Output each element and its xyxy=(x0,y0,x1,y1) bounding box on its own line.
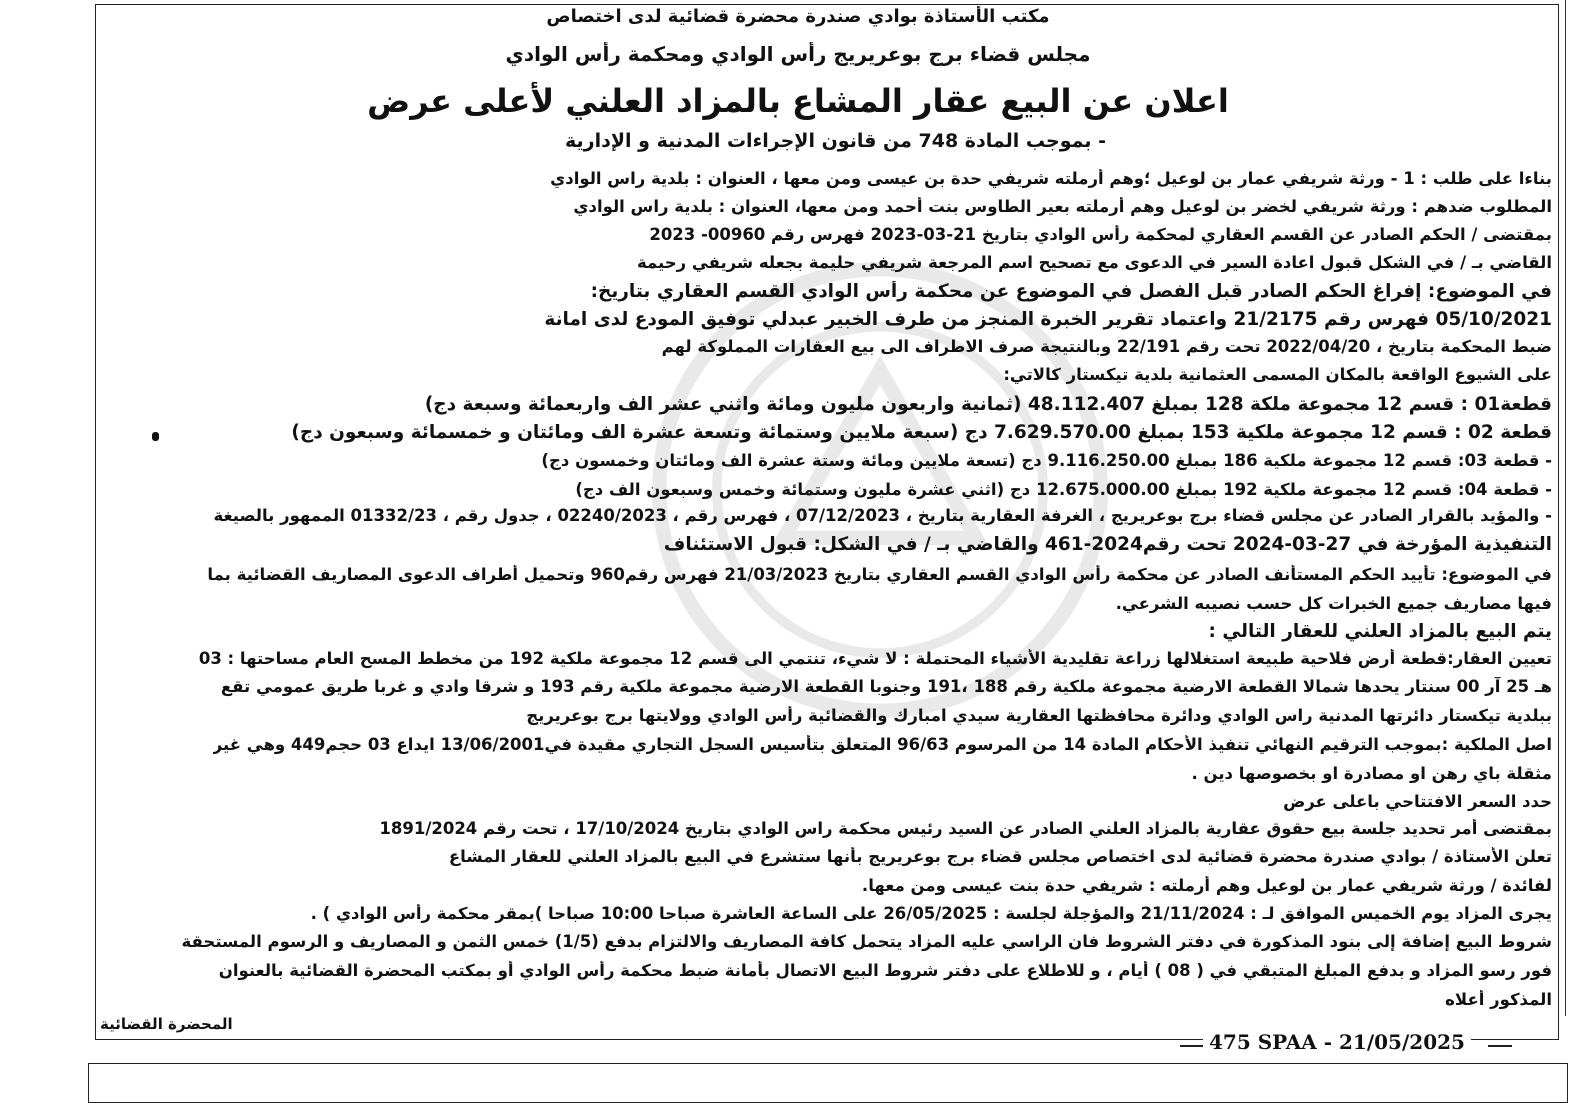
body-line: 05/10/2021 فهرس رقم 21/2175 واعتماد تقرير الخبرة المنجز من طرف الخبير عبدلي توفيق المودع لدى امانة xyxy=(544,309,1552,330)
body-line: ضبط المحكمة بتاريخ ، 2022/04/20 تحت رقم 22/191 وبالنتيجة صرف الاطراف الى بيع العقارات المملوكة لهم xyxy=(661,337,1552,356)
body-line: المطلوب ضدهم : ورثة شريفي لخضر بن لوعيل وهم أرملته بعير الطاوس بنت أحمد ومن معها، العنوان : بلدية راس الوادي xyxy=(573,197,1552,216)
parcel-line: قطعة 02 : قسم 12 مجموعة ملكية 153 بمبلغ 7.629.570.00 دج (سبعة ملايين وستمائة وتسعة عشرة الف ومائتان و خمسمائة وسبعون دج) xyxy=(291,422,1552,443)
body-line: هـ 25 آر 00 سنتار يحدها شمالا القطعة الارضية مجموعة ملكية رقم 188 ،191 وجنوبا القطعة الارضية مجموعة ملكية رقم 193 و شرقا وادي و غربا طريق عمومي تقع xyxy=(220,677,1552,696)
body-line: يجرى المزاد يوم الخميس الموافق لـ : 21/11/2024 والمؤجلة لجلسة : 26/05/2025 على الساعة العاشرة صباحا 10:00 صباحا )بمقر محكمة رأس الوادي ) . xyxy=(310,904,1552,923)
body-line: القاضي بـ / في الشكل قبول اعادة السير في الدعوى مع تصحيح اسم المرجعة شريفي حليمة بجعله شريفي رحيمة xyxy=(636,253,1552,272)
body-line: حدد السعر الافتتاحي باعلى عرض xyxy=(1283,792,1552,811)
body-line: فيها مصاريف جميع الخبرات كل حسب نصيبه الشرعي. xyxy=(1115,594,1552,613)
parcel-line: قطعة01 : قسم 12 مجموعة ملكة 128 بمبلغ 48.112.407 (ثمانية واربعون مليون ومائة واثني عشر الف واربعمائة وسبعة دج) xyxy=(424,394,1552,415)
body-line: مثقلة باي رهن او مصادرة او بخصوصها دين . xyxy=(1191,764,1552,783)
body-line: بناءا على طلب : 1 - ورثة شريفي عمار بن لوعيل ؛وهم أرملته شريفي حدة بن عيسى ومن معها ، العنوان : بلدية راس الوادي xyxy=(550,169,1552,188)
body-line: لفائدة / ورثة شريفي عمار بن لوعيل وهم أرملته : شريفي حدة بنت عيسى ومن معها. xyxy=(861,876,1552,895)
parcel-line: - قطعة 04: قسم 12 مجموعة ملكية 192 بمبلغ 12.675.000.00 دج (اثني عشرة مليون وستمائة وخمس وسبعون الف دج) xyxy=(575,480,1552,499)
publication-reference: 475 SPAA - 21/05/2025 xyxy=(1203,1030,1471,1054)
body-line: تعلن الأستاذة / بوادي صندرة محضرة قضائية لدى اختصاص مجلس قضاء برج بوعريريج بأنها ستشرع في البيع بالمزاد العلني للعقار المشاع xyxy=(448,847,1552,866)
body-line: اصل الملكية :بموجب الترقيم النهائي تنفيذ الأحكام المادة 14 من المرسوم 96/63 المتعلق بتأسيس السجل التجاري مقيدة في13/06/2001 ايداع 03 حجم449 وهي غير xyxy=(212,735,1552,754)
signature: المحضرة القضائية xyxy=(100,1015,233,1033)
ink-dot xyxy=(152,432,159,441)
body-line: التنفيذية المؤرخة في 27-03-2024 تحت رقم2024-461 والقاضي بـ / في الشكل: قبول الاستئناف xyxy=(663,534,1552,555)
column-rule xyxy=(1565,0,1566,1016)
body-line: ببلدية تيكستار دائرتها المدنية راس الوادي ودائرة محافظتها العقارية سيدي امبارك والقضائية رأس الوادي وولايتها برج بوعريريج xyxy=(526,706,1552,725)
body-line: على الشيوع الواقعة بالمكان المسمى العثمانية بلدية تيكستار كالاتي: xyxy=(1003,365,1552,384)
body-line: المذكور أعلاه xyxy=(1445,990,1552,1009)
parcel-line: - قطعة 03: قسم 12 مجموعة ملكية 186 بمبلغ 9.116.250.00 دج (تسعة ملايين ومائة وستة عشرة الف ومائتان وخمسون دج) xyxy=(541,451,1552,470)
council-header: مجلس قضاء برج بوعريريج رأس الوادي ومحكمة رأس الوادي xyxy=(505,42,1091,66)
office-header: مكتب الأستاذة بوادي صندرة محضرة قضائية لدى اختصاص xyxy=(546,6,1050,27)
body-line: تعيين العقار:قطعة أرض فلاحية طبيعة استغلالها زراعة تقليدية الأشياء المحتملة : لا شيء، تنتمي الى قسم 12 مجموعة ملكية 192 من مخطط المسح العام مساحتها : 03 xyxy=(198,649,1552,668)
body-line: بمقتضى أمر تحديد جلسة بيع حقوق عقارية بالمزاد العلني الصادر عن السيد رئيس محكمة راس الوادي بتاريخ 17/10/2024 ، تحت رقم 1891/2024 xyxy=(379,819,1552,838)
body-line: شروط البيع إضافة إلى بنود المذكورة في دفتر الشروط فان الراسي عليه المزاد يتحمل كافة المصاريف والالتزام بدفع (1/5) خمس الثمن و المصاريف و الرسوم المستحقة xyxy=(181,932,1552,951)
notice-title: اعلان عن البيع عقار المشاع بالمزاد العلني لأعلى عرض xyxy=(367,82,1229,120)
legal-basis: - بموجب المادة 748 من قانون الإجراءات المدنية و الإدارية xyxy=(565,130,1106,152)
section-heading: يتم البيع بالمزاد العلني للعقار التالي : xyxy=(1208,621,1552,642)
body-line: في الموضوع: إفراغ الحكم الصادر قبل الفصل في الموضوع عن محكمة رأس الوادي القسم العقاري بتاريخ: xyxy=(590,281,1552,302)
body-line: - والمؤيد بالقرار الصادر عن مجلس قضاء برج بوعريريج ، الغرفة العقارية بتاريخ ، 07/12/2023 ، فهرس رقم ، 02240/2023 ، جدول رقم ، 01332/23 الممهور بالصيغة xyxy=(213,506,1552,525)
body-line: بمقتضى / الحكم الصادر عن القسم العقاري لمحكمة رأس الوادي بتاريخ 21-03-2023 فهرس رقم 00960- 2023 xyxy=(649,225,1552,244)
body-line: فور رسو المزاد و بدفع المبلغ المتبقي في ( 08 ) أيام ، و للاطلاع على دفتر شروط البيع الاتصال بأمانة ضبط محكمة رأس الوادي أو بمكتب المحضرة القضائية بالعنوان xyxy=(218,961,1552,980)
next-notice-frame xyxy=(88,1063,1568,1103)
divider xyxy=(1488,1045,1512,1047)
body-line: في الموضوع: تأييد الحكم المستأنف الصادر عن محكمة رأس الوادي القسم العقاري بتاريخ 21/03/2023 فهرس رقم960 وتحميل أطراف الدعوى المصاريف القضائية بما xyxy=(207,565,1552,584)
